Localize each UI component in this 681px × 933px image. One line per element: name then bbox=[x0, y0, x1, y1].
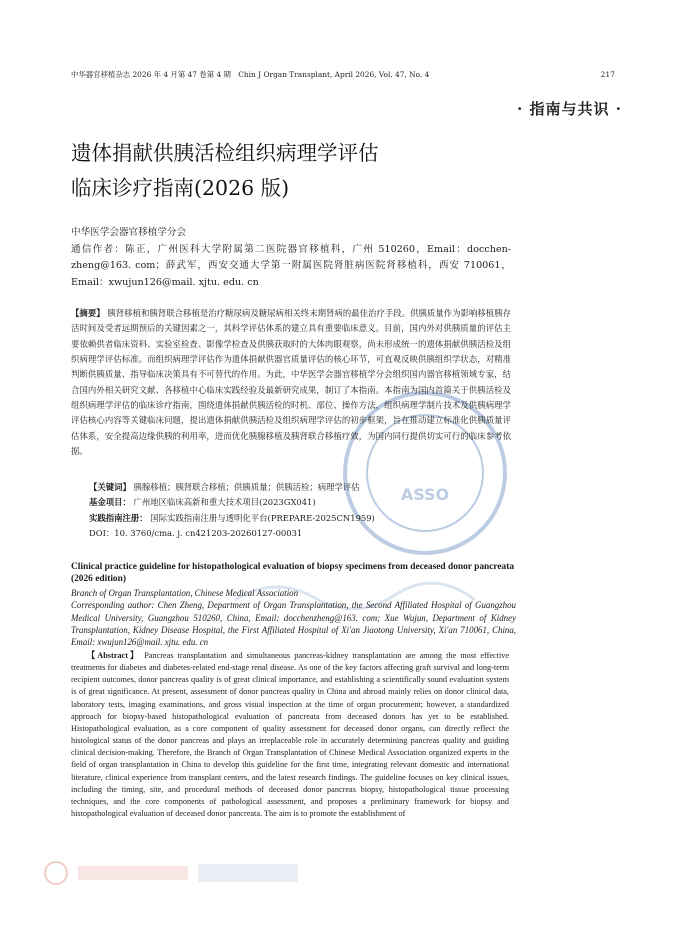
keywords-label: 【关键词】 bbox=[89, 482, 131, 492]
page-number: 217 bbox=[600, 70, 615, 79]
chinese-abstract bbox=[71, 306, 511, 459]
title-line-1: 遗体捐献供胰活检组织病理学评估 bbox=[71, 141, 379, 165]
abstract-text: 胰肾移植和胰肾联合移植是治疗糖尿病及糖尿病相关终末期肾病的最佳治疗手段。供胰质量作为影响移植胰存活时间及受者远期预后的关键因素之一，其科学评估体系的建立具有重要临床意义。目前，国内外对供胰质量的评估主要依赖供者临床资料、实验室检查、影像学检查及供胰获取时的大体肉眼观察，尚未形成统一的遗体捐献供胰活检及组织病理学评估标准。而组织病理学评估作为遗体捐献供器官质量评估的核心环节，可直观反映供胰组织学状态，对精准判断供胰质量、指导临床决策具有不可替代的作用。为此，中华医学会器官移植学分会组织国内器官移植领域专家，结合国内外相关研究文献、各移植中心临床实践经验及最新研究成果，制订了本指南。本指南为国内首篇关于供胰活检及组织病理学评估的临床诊疗指南，围绕遗体捐献供胰活检的时机、部位、操作方法，组织病理学制片技术及供胰病理学评估核心内容等关键临床问题，提出遗体捐献供胰活检及组织病理学评估的初步框架，旨在推动建立标准化供胰质量评估体系，安全提高边缘供胰的利用率，进而优化胰腺移植及胰肾联合移植疗效，为国内同行提供切实可行的临床参考依据。 bbox=[71, 308, 511, 457]
section-heading: · 指南与共识 · bbox=[517, 100, 622, 118]
title-line-2: 临床诊疗指南(2026 版) bbox=[71, 176, 290, 200]
fund-label: 基金项目： bbox=[89, 497, 131, 508]
english-abstract-text: Pancreas transplantation and simultaneous pancreas-kidney transplantation are among the most effective treatments for diabetes and diabetes-related end-stage renal disease. As one of the key factors affecting graft survival and long-term recipient outcomes, donor pancreas quality is of great clinical importance, and establishing a scientifically sound evaluation system is of great significance. At present, assessment of donor pancreas quality in China and abroad mainly relies on donor clinical data, laboratory tests, imaging examinations, and gross visual inspection at the time of organ procurement; however, a standardized approach for biopsy-based histopathological evaluation of pancreata from deceased donors has yet to be established. Histopathological evaluation, as a core component of quality assessment for deceased donor organs, can directly reflect the histological status of the donor pancreas and plays an irreplaceable role in accurately determining pancreas quality and guiding clinical decision-making. Therefore, the Branch of Organ Transplantation of Chinese Medical Association organized experts in the field of organ transplantation in China to develop this guideline for the first time, integrating relevant domestic and international literature, clinical experience from transplant centers, and the latest research findings. The guideline focuses on key clinical issues, including the timing, site, and procedural methods of deceased donor pancreas biopsy, histopathological tissue processing techniques, and the core components of pathological assessment, and proposes a preliminary framework for biopsy and histopathological evaluation of deceased donor pancreata. The aim is to promote the establishment of bbox=[71, 651, 510, 819]
english-authors bbox=[71, 587, 516, 648]
keywords-text: 胰腺移植；胰肾联合移植；供胰质量；供胰活检；病理学评估 bbox=[133, 482, 360, 492]
english-corresponding: Corresponding author: Chen Zheng, Department of Organ Transplantation, the Second Affiliated Hospital of Guangzhou Medical University, Guangzhou 510260, China, Email: docchenzheng@163. com; Xue Wujun, Department of Kidney Transplantation, Kidney Disease Hospital, the First Affiliated Hospital of Xi'an Jiaotong University, Xi'an 710061, China, Email: xwujun126@mail. xjtu. edu. cn bbox=[71, 600, 516, 647]
keywords-row bbox=[89, 480, 519, 495]
author-organization: 中华医学会器官移植学分会 bbox=[71, 227, 187, 238]
registration-label: 实践指南注册： bbox=[89, 512, 148, 523]
article-title bbox=[71, 136, 591, 206]
registration-text: 国际实践指南注册与透明化平台(PREPARE-2025CN1959) bbox=[150, 512, 375, 523]
corresponding-author: 通信作者：陈正，广州医科大学附属第二医院器官移植科，广州 510260，Email：docchen-zheng@163. com；薛武军，西安交通大学第一附属医院肾脏病医院肾移植科，西安 710061，Email：xwujun126@mail. xjtu. edu. cn bbox=[71, 244, 511, 288]
english-title: Clinical practice guideline for histopathological evaluation of biopsy specimens from deceased donor pancreata (2026 edition) bbox=[71, 562, 515, 585]
running-head: 中华器官移植杂志 2026 年 4 月第 47 卷第 4 期 Chin J Organ Transplant, April 2026, Vol. 47, No. 4 bbox=[71, 70, 430, 79]
fund-row bbox=[89, 495, 519, 510]
svg-text:ASSO: ASSO bbox=[400, 485, 450, 504]
registration-row bbox=[89, 511, 519, 526]
english-abstract-label: 【Abstract】 bbox=[87, 651, 141, 660]
article-meta bbox=[89, 480, 519, 542]
fund-text: 广州地区临床高新和重大技术项目(2023GX041) bbox=[133, 497, 316, 508]
publisher-logo-watermark bbox=[42, 858, 312, 888]
doi-row: DOI：10. 3760/cma. j. cn421203-20260127-00031 bbox=[89, 528, 303, 539]
english-abstract bbox=[71, 650, 509, 820]
english-branch: Branch of Organ Transplantation, Chinese Medical Association bbox=[71, 588, 299, 598]
abstract-label: 【摘要】 bbox=[71, 308, 105, 318]
